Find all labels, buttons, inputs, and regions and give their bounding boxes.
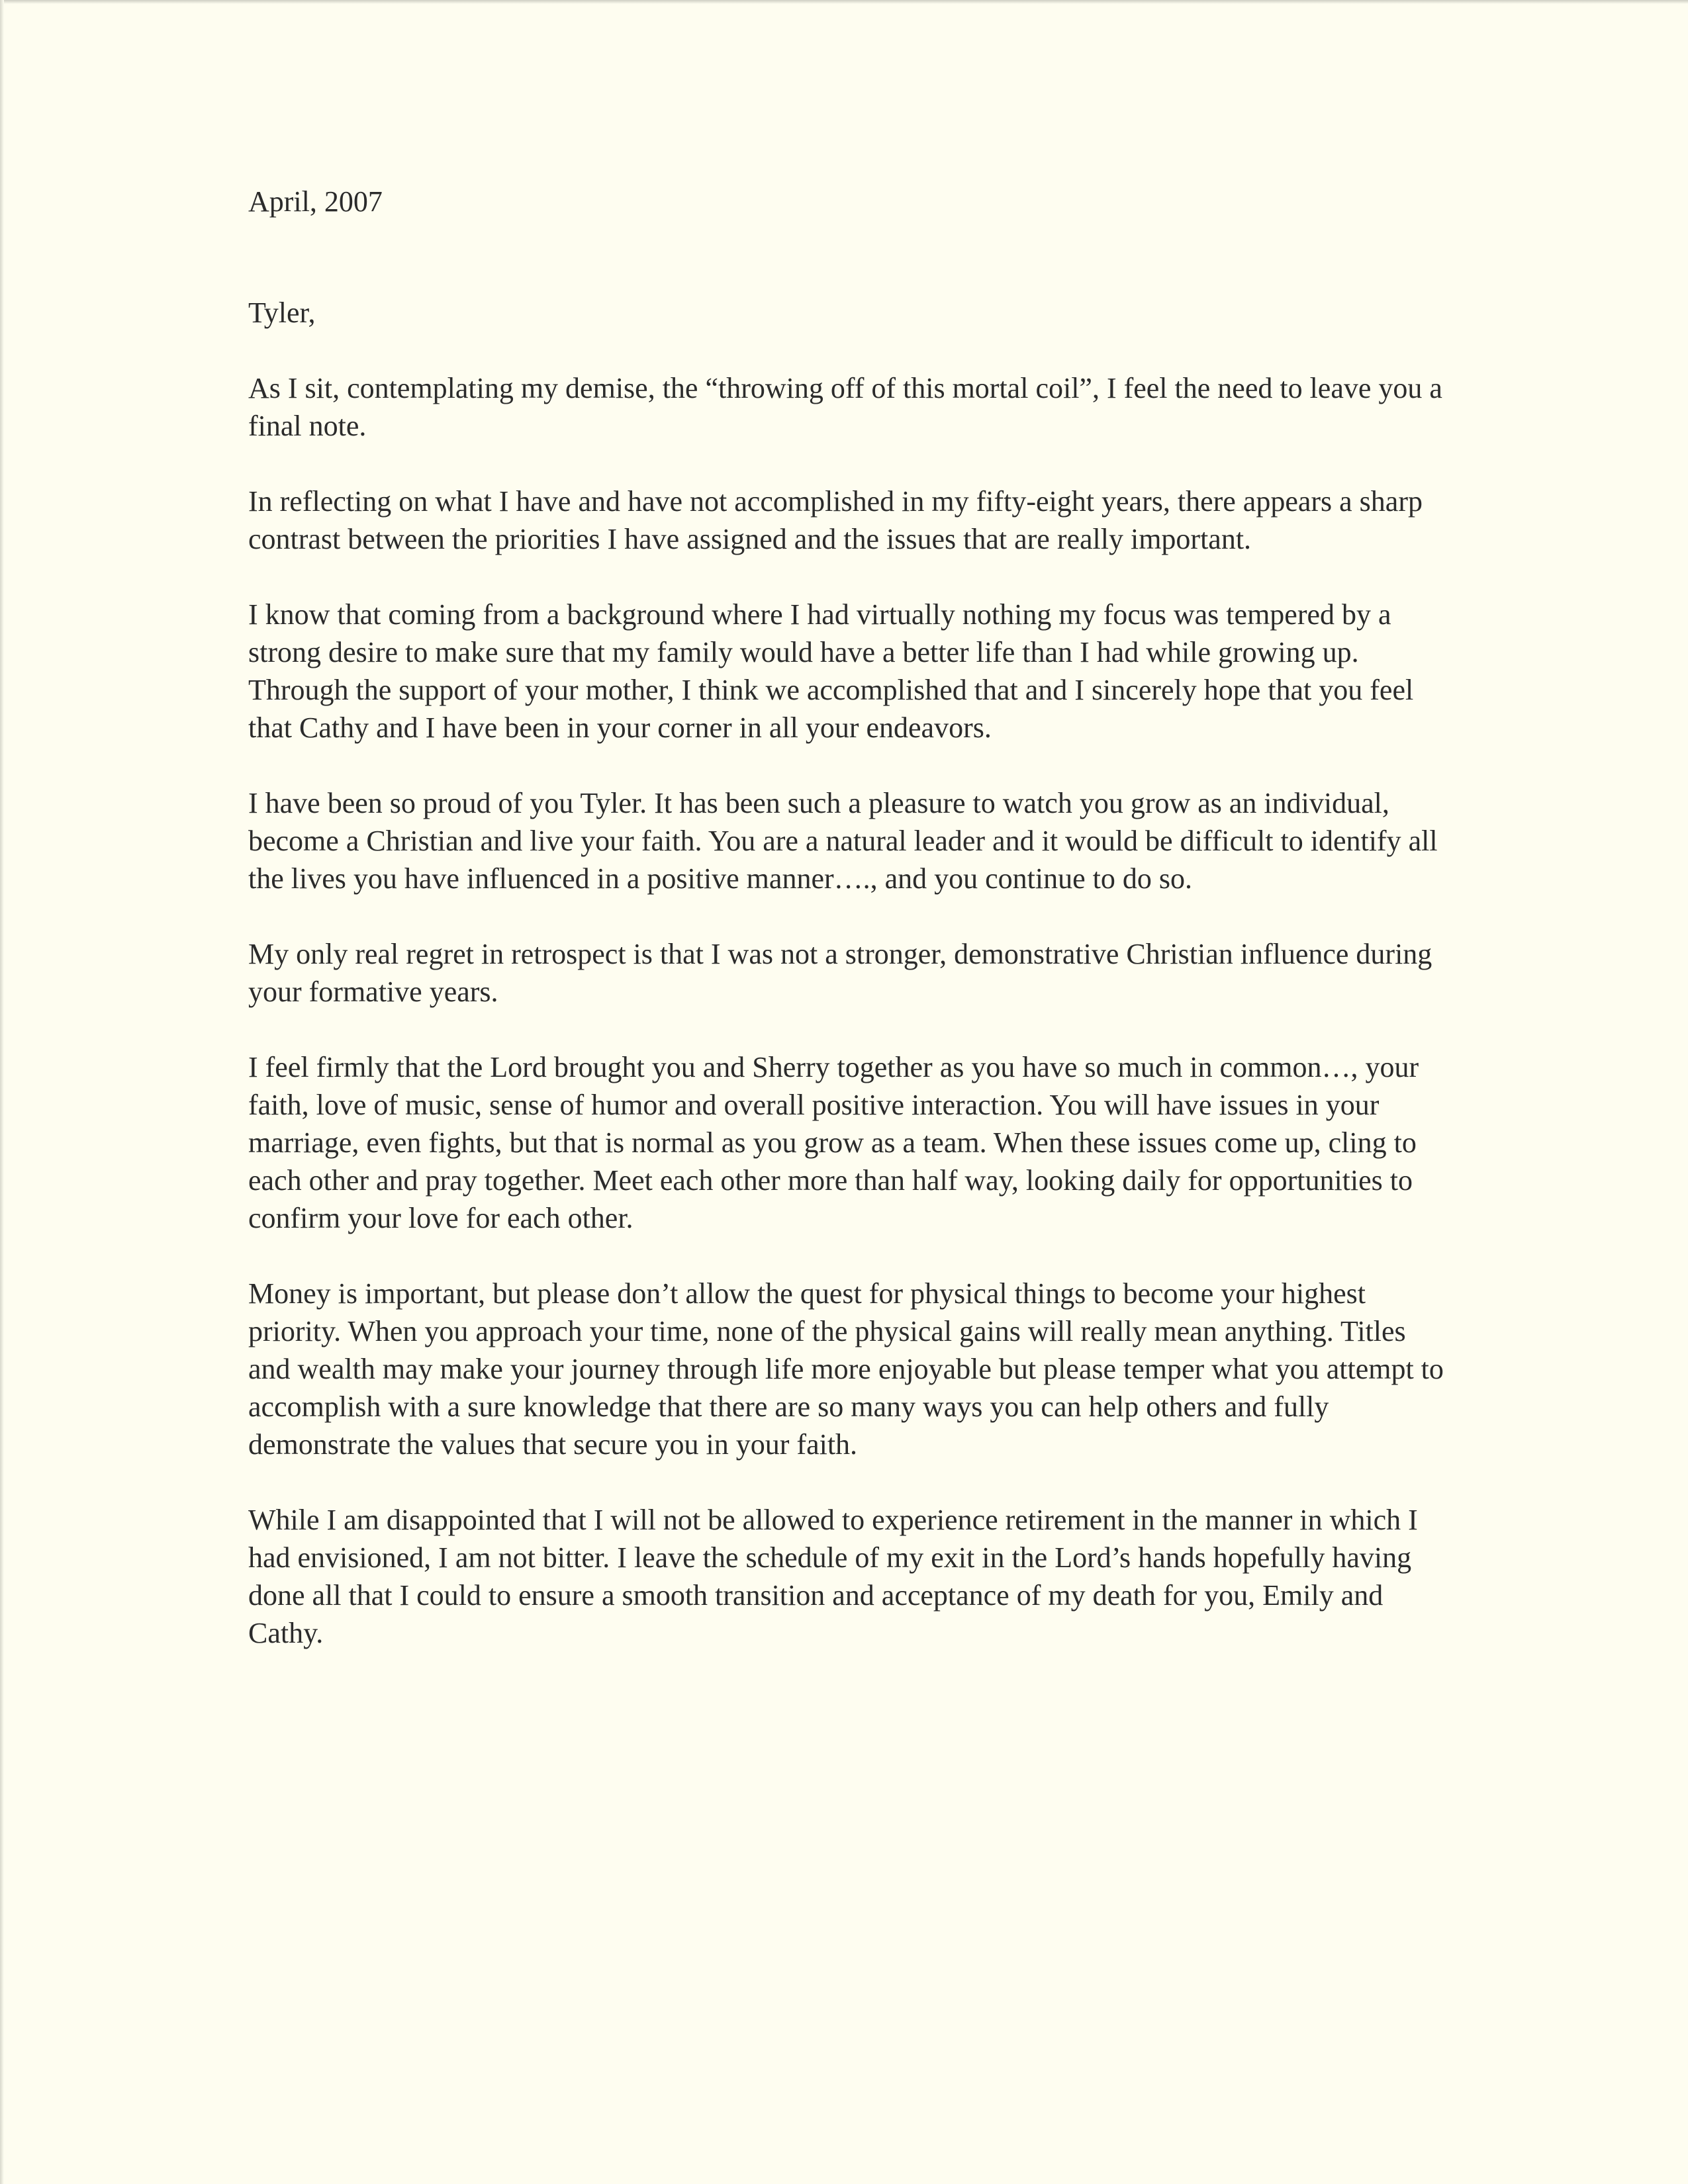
letter-paragraph: As I sit, contemplating my demise, the “throwing off of this mortal coil”, I feel the need to leave you a final note.: [248, 372, 1442, 442]
letter-paragraph: I feel firmly that the Lord brought you and Sherry together as you have so much in common…, your faith, love of music, sense of humor and overall positive interaction. You will have issues in your marriage, even fights, but that is normal as you grow as a team. When these issues come up, cling to each other and pray together. Meet each other more than half way, looking daily for opportunities to confirm your love for each other.: [248, 1051, 1419, 1234]
scan-top-edge: [0, 0, 1688, 4]
scan-left-edge: [0, 0, 4, 2184]
letter-paragraph: Money is important, but please don’t allow the quest for physical things to become your highest priority. When you approach your time, none of the physical gains will really mean anything. Titles and wealth may make your journey through life more enjoyable but please temper what you attempt to accomplish with a sure knowledge that there are so many ways you can help others and fully demonstrate the values that secure you in your faith.: [248, 1277, 1444, 1461]
letter-paragraph: I know that coming from a background where I had virtually nothing my focus was tempered by a strong desire to make sure that my family would have a better life than I had while growing up. Through the support of your mother, I think we accomplished that and I sincerely hope that you feel that Cathy and I have been in your corner in all your endeavors.: [248, 598, 1414, 744]
letter-paragraph: In reflecting on what I have and have not accomplished in my fifty-eight years, there appears a sharp contrast between the priorities I have assigned and the issues that are really important.: [248, 485, 1423, 555]
letter-paragraph: My only real regret in retrospect is that I was not a stronger, demonstrative Christian influence during your formative years.: [248, 938, 1432, 1008]
letter-paragraph: While I am disappointed that I will not be allowed to experience retirement in the manner in which I had envisioned, I am not bitter. I leave the schedule of my exit in the Lord’s hands hopefully having done all that I could to ensure a smooth transition and acceptance of my death for you, Emily and Cathy.: [248, 1504, 1418, 1649]
letter-paragraph: I have been so proud of you Tyler. It has been such a pleasure to watch you grow as an individual, become a Christian and live your faith. You are a natural leader and it would be difficult to identify all the lives you have influenced in a positive manner…., and you continue to do so.: [248, 787, 1438, 895]
letter-salutation: Tyler,: [248, 296, 316, 329]
letter-body: [248, 183, 1453, 1652]
letter-date: April, 2007: [248, 185, 383, 218]
